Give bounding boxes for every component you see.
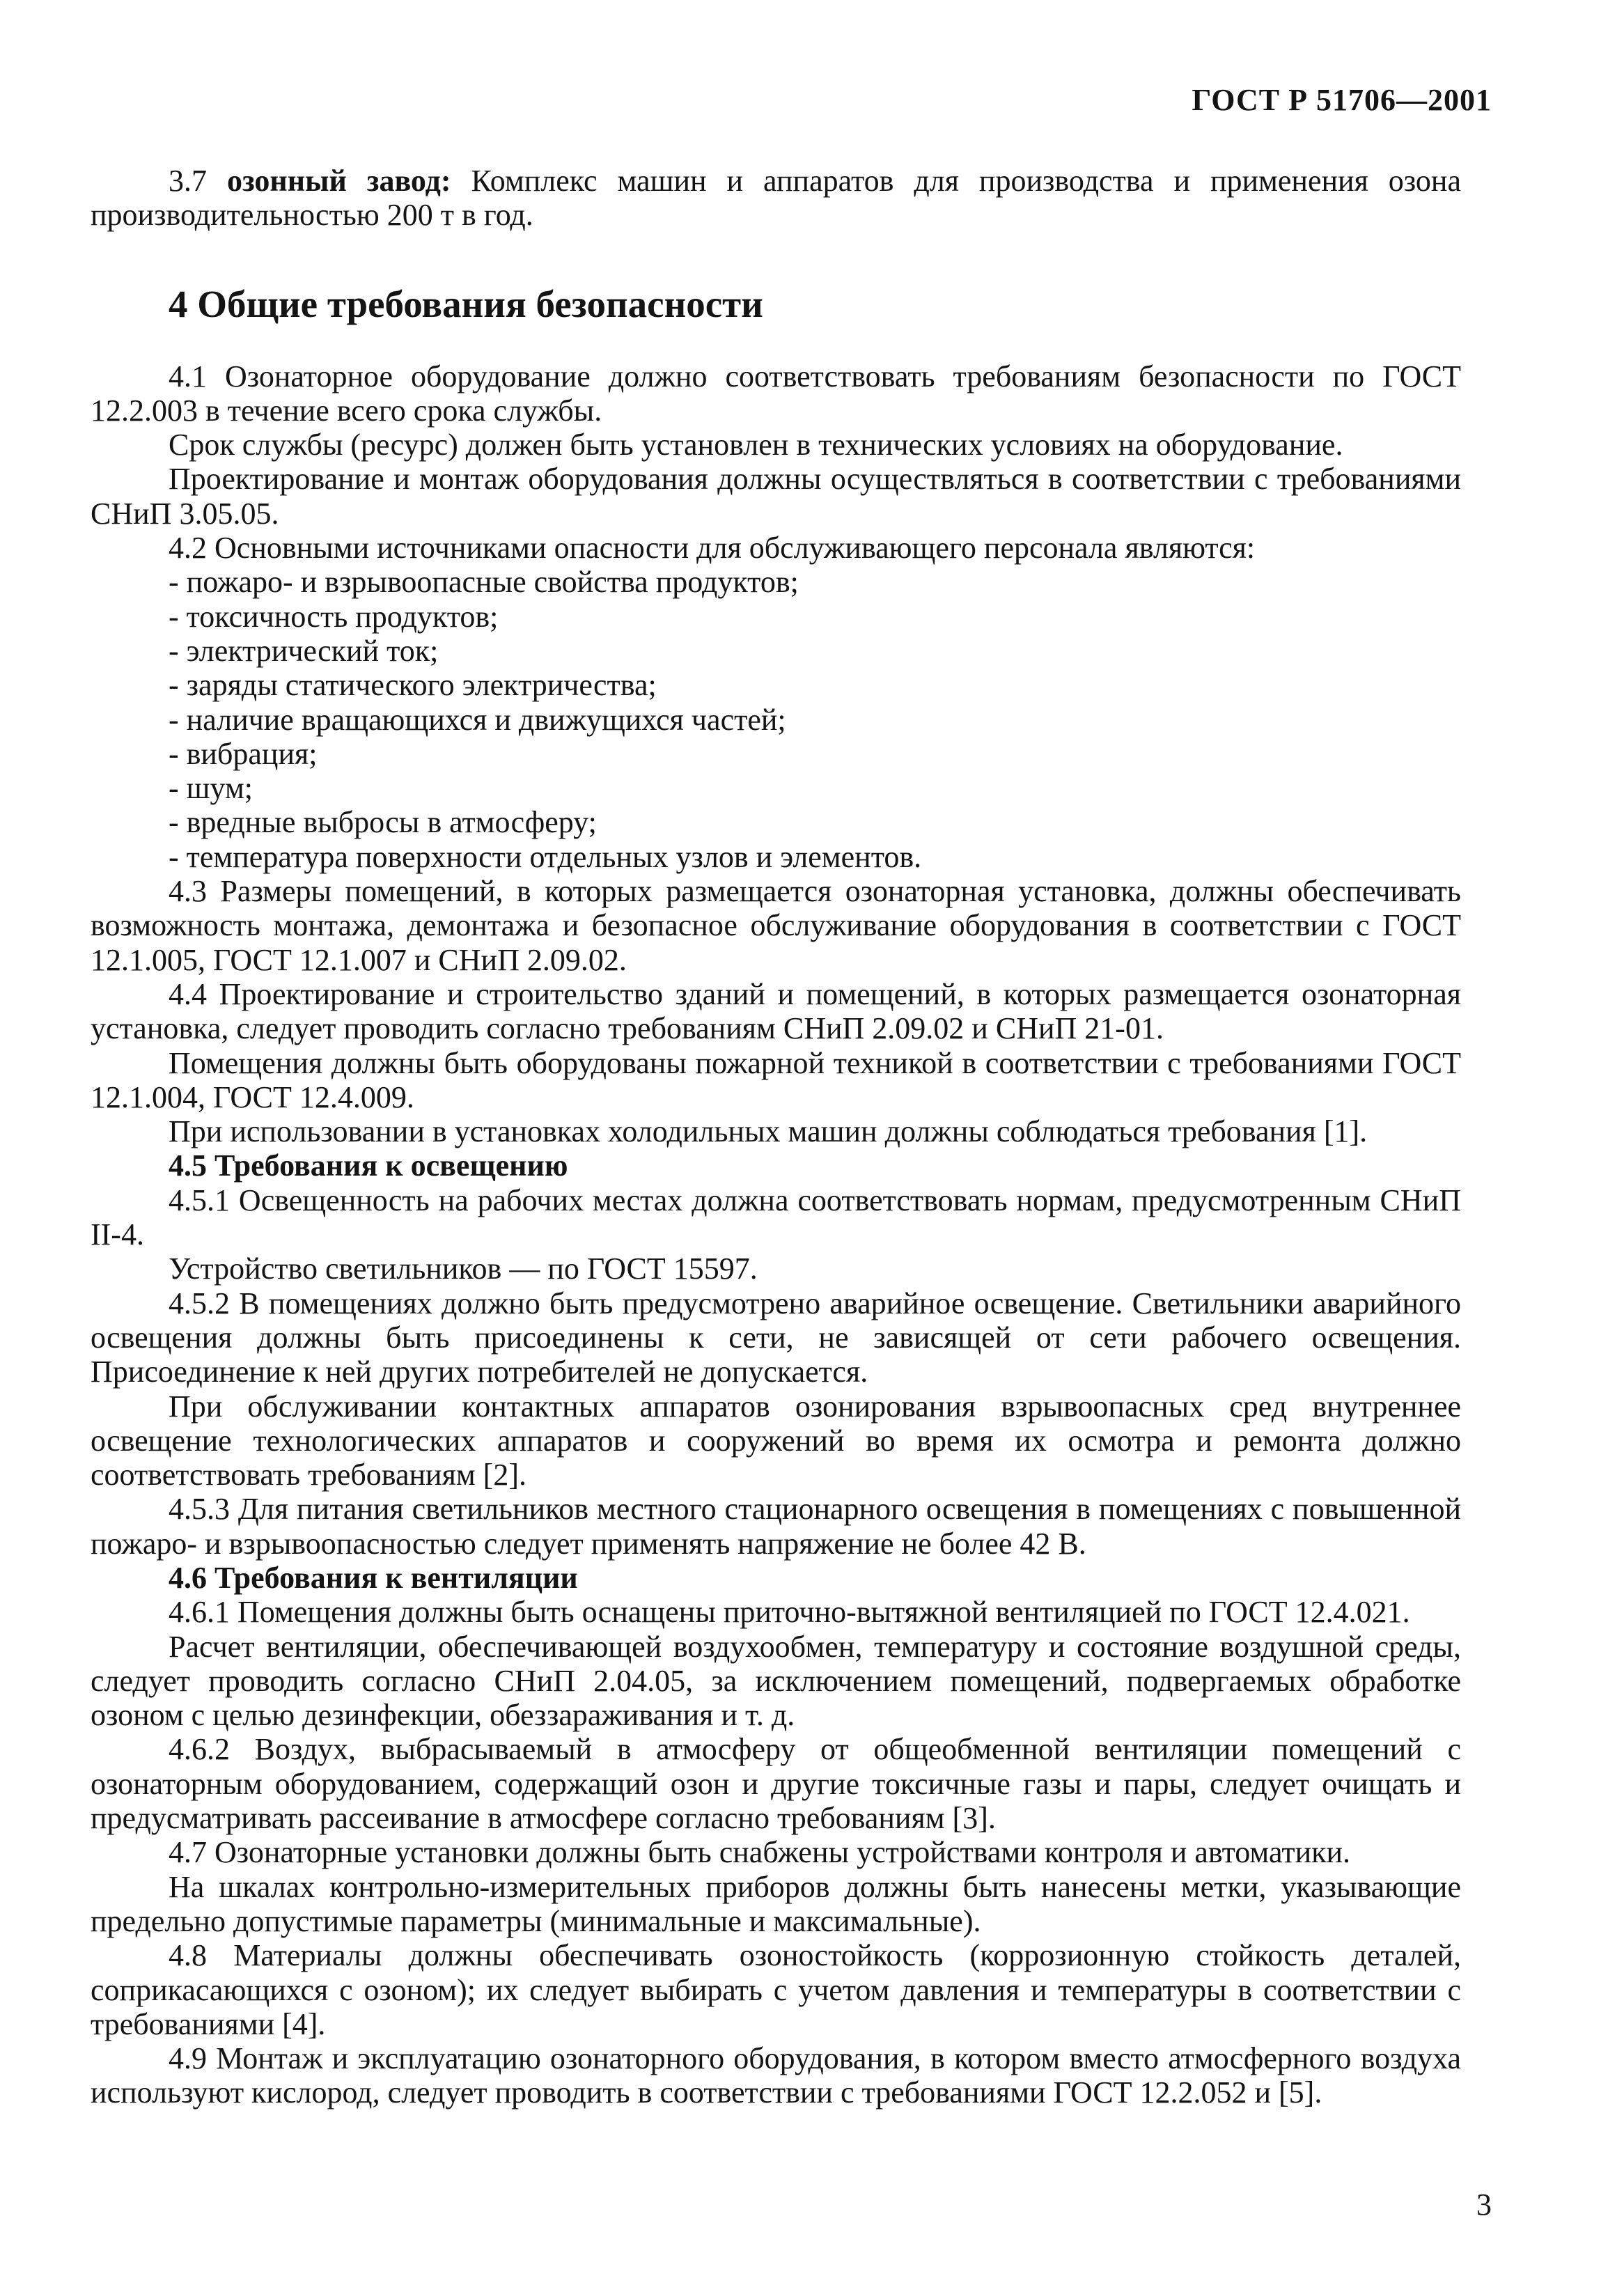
paragraph: Проектирование и монтаж оборудования должны осуществляться в соответствии с требованиями СНиП 3.05.05. xyxy=(91,462,1461,531)
list-item: - вибрация; xyxy=(169,736,318,771)
clause-4-5-3: 4.5.3 Для питания светильников местного стационарного освещения в помещениях с повышенной пожаро- и взрывоопасностью следует применять напряжение не более 42 В. xyxy=(91,1492,1461,1561)
paragraph: Помещения должны быть оборудованы пожарной техникой в соответствии с требованиями ГОСТ 12.1.004, ГОСТ 12.4.009. xyxy=(91,1045,1461,1114)
term: озонный завод: xyxy=(226,164,451,198)
definition: Комплекс машин и аппаратов для производства и применения озона производительностью 200 т в год. xyxy=(91,164,1461,233)
clause-3-7 xyxy=(91,164,1461,233)
list-item: - электрический ток; xyxy=(169,633,439,668)
clause-4-9: 4.9 Монтаж и эксплуатацию озонаторного оборудования, в котором вместо атмосферного воздуха используют кислород, следует проводить в соответствии с требованиями ГОСТ 12.2.052 и [5]. xyxy=(91,2041,1461,2110)
list-item: - наличие вращающихся и движущихся частей; xyxy=(169,702,786,737)
clause-4-5-2: 4.5.2 В помещениях должно быть предусмотрено аварийное освещение. Светильники аварийного освещения должны быть присоединены к сети, не зависящей от сети рабочего освещения. Присоединение к ней других потребителей не допускается. xyxy=(91,1286,1461,1389)
list-item: - вредные выбросы в атмосферу; xyxy=(169,805,597,840)
clause-4-1: 4.1 Озонаторное оборудование должно соответствовать требованиям безопасности по ГОСТ 12.2.003 в течение всего срока службы. xyxy=(91,359,1461,428)
list-item: - шум; xyxy=(169,771,253,806)
page-body xyxy=(91,164,1461,2110)
paragraph: На шкалах контрольно-измерительных приборов должны быть нанесены метки, указывающие предельно допустимые параметры (минимальные и максимальные). xyxy=(91,1869,1461,1938)
clause-4-8: 4.8 Материалы должны обеспечивать озоностойкость (коррозионную стойкость деталей, соприкасающихся с озоном); их следует выбирать с учетом давления и температуры в соответствии с требованиями [4]. xyxy=(91,1938,1461,2041)
clause-number: 3.7 xyxy=(169,164,207,198)
subsection-heading-4-5: 4.5 Требования к освещению xyxy=(169,1148,568,1183)
clause-4-2: 4.2 Основными источниками опасности для обслуживающего персонала являются: xyxy=(169,531,1256,566)
subsection-heading-4-6: 4.6 Требования к вентиляции xyxy=(169,1560,578,1595)
clause-4-6-2: 4.6.2 Воздух, выбрасываемый в атмосферу от общеобменной вентиляции помещений с озонаторным оборудованием, содержащий озон и другие токсичные газы и пары, следует очищать и предусматривать рассеивание в атмосфере согласно требованиям [3]. xyxy=(91,1732,1461,1836)
clause-4-7: 4.7 Озонаторные установки должны быть снабжены устройствами контроля и автоматики. xyxy=(169,1835,1351,1870)
list-item: - температура поверхности отдельных узлов и элементов. xyxy=(169,839,922,874)
list-item: - токсичность продуктов; xyxy=(169,599,499,634)
paragraph: Устройство светильников — по ГОСТ 15597. xyxy=(169,1252,758,1286)
list-item: - заряды статического электричества; xyxy=(169,668,657,703)
clause-4-6-1: 4.6.1 Помещения должны быть оснащены приточно-вытяжной вентиляцией по ГОСТ 12.4.021. xyxy=(169,1595,1410,1630)
section-heading: 4 Общие требования безопасности xyxy=(169,282,763,325)
paragraph: Срок службы (ресурс) должен быть установлен в технических условиях на оборудование. xyxy=(169,428,1343,462)
paragraph: При обслуживании контактных аппаратов озонирования взрывоопасных сред внутреннее освещение технологических аппаратов и сооружений во время их осмотра и ремонта должно соответствовать требованиям [2]. xyxy=(91,1389,1461,1492)
list-item: - пожаро- и взрывоопасные свойства продуктов; xyxy=(169,565,799,600)
paragraph: Расчет вентиляции, обеспечивающей воздухообмен, температуру и состояние воздушной среды, следует проводить согласно СНиП 2.04.05, за исключением помещений, подвергаемых обработке озоном с целью дезинфекции, обеззараживания и т. д. xyxy=(91,1629,1461,1733)
standard-code-header: ГОСТ Р 51706—2001 xyxy=(1192,83,1492,117)
clause-4-4: 4.4 Проектирование и строительство зданий и помещений, в которых размещается озонаторная установка, следует проводить согласно требованиям СНиП 2.09.02 и СНиП 21-01. xyxy=(91,976,1461,1046)
paragraph: При использовании в установках холодильных машин должны соблюдаться требования [1]. xyxy=(169,1114,1368,1149)
page-number: 3 xyxy=(1476,2188,1492,2222)
hazard-list xyxy=(91,565,1461,874)
clause-4-5-1: 4.5.1 Освещенность на рабочих местах должна соответствовать нормам, предусмотренным СНиП II-4. xyxy=(91,1183,1461,1252)
clause-4-3: 4.3 Размеры помещений, в которых размещается озонаторная установка, должны обеспечивать возможность монтажа, демонтажа и безопасное обслуживание оборудования в соответствии с ГОСТ 12.1.005, ГОСТ 12.1.007 и СНиП 2.09.02. xyxy=(91,874,1461,977)
